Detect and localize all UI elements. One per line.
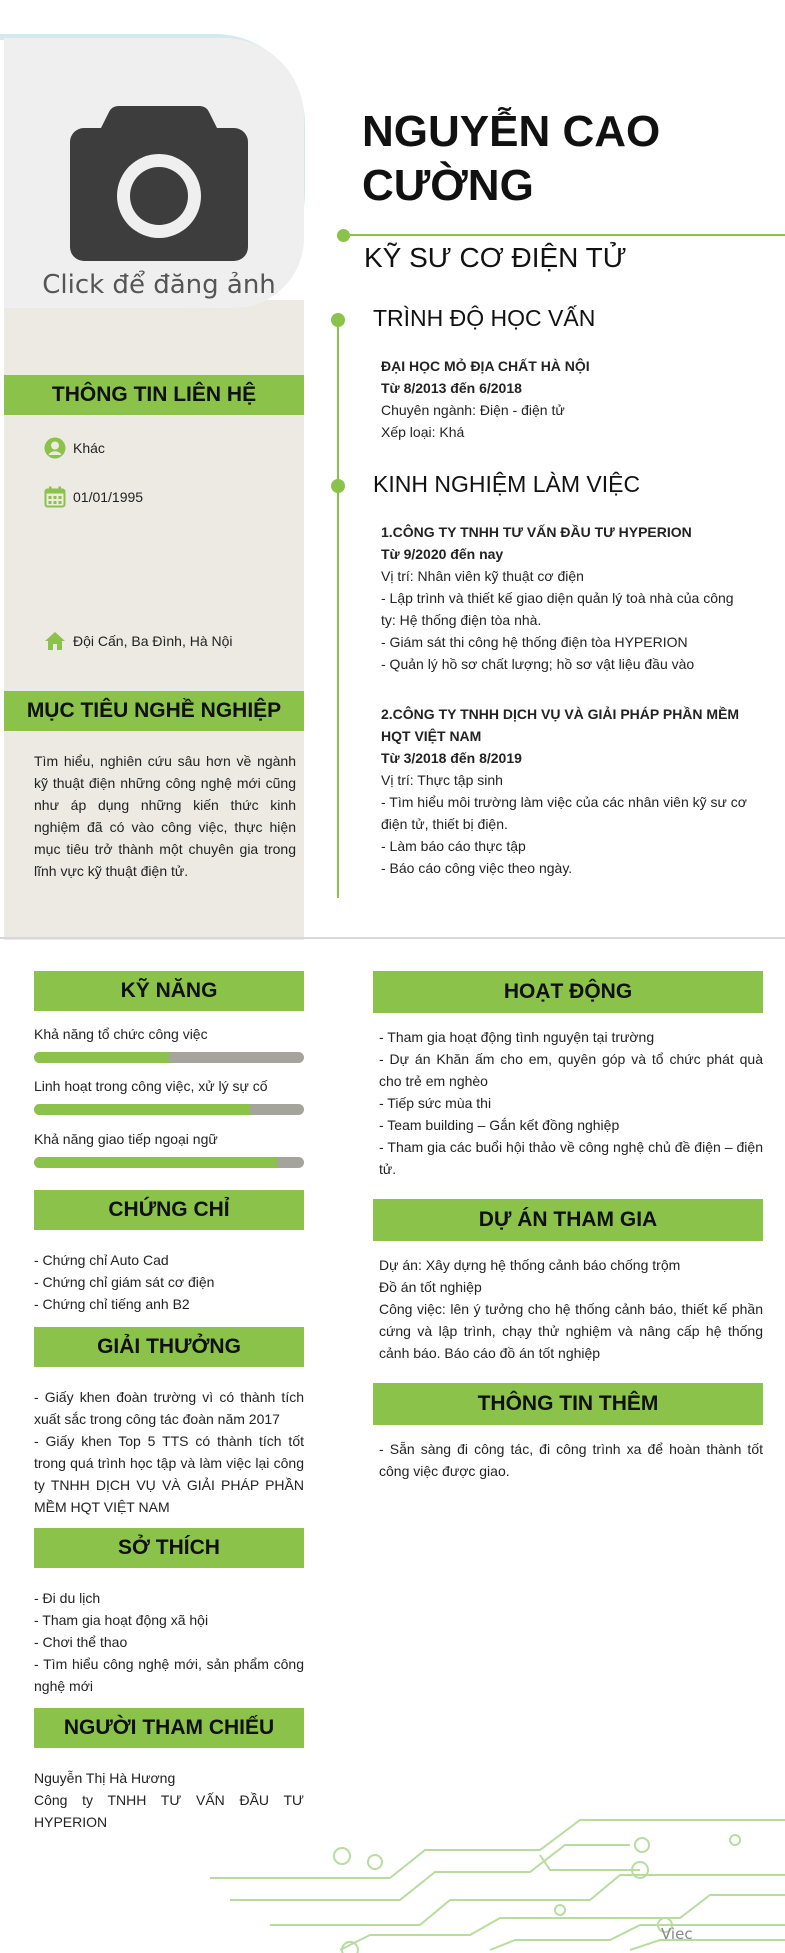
page-divider (0, 937, 785, 939)
job-task: - Tìm hiểu môi trường làm việc của các nhân viên kỹ sư cơ điện tử, thiết bị điện. (381, 794, 747, 832)
job-task: - Báo cáo công việc theo ngày. (381, 860, 573, 876)
job-company: 1.CÔNG TY TNHH TƯ VẤN ĐẦU TƯ HYPERION (381, 524, 692, 540)
experience-job-2 (381, 703, 751, 879)
projects-title: DỰ ÁN THAM GIA (373, 1199, 763, 1241)
certificate-item: - Chứng chỉ giám sát cơ điện (34, 1274, 215, 1290)
home-icon (44, 630, 66, 652)
activity-item: - Team building – Gắn kết đồng nghiệp (379, 1117, 620, 1133)
activity-item: - Dự án Khăn ấm cho em, quyên góp và tổ chức phát quà cho trẻ em nghèo (379, 1051, 763, 1089)
job-title: KỸ SƯ CƠ ĐIỆN TỬ (364, 242, 627, 273)
job-task: - Giám sát thi công hệ thống điện tòa HYPERION (381, 634, 688, 650)
certificates-list (34, 1249, 304, 1315)
title-dot (337, 229, 350, 242)
title-divider (350, 234, 785, 236)
activity-item: - Tham gia hoạt động tình nguyện tại trường (379, 1029, 655, 1045)
certificates-title: CHỨNG CHỈ (34, 1190, 304, 1230)
activity-item: - Tiếp sức mùa thi (379, 1095, 492, 1111)
job-position: Vị trí: Nhân viên kỹ thuật cơ điện (381, 568, 584, 584)
circuit-decoration (210, 1800, 785, 1953)
skill-label: Khả năng tổ chức công việc (34, 1026, 208, 1042)
skills-title: KỸ NĂNG (34, 971, 304, 1011)
contact-gender (44, 437, 105, 459)
contact-title: THÔNG TIN LIÊN HỆ (4, 375, 304, 415)
references-title: NGƯỜI THAM CHIẾU (34, 1708, 304, 1748)
education-school: ĐẠI HỌC MỎ ĐỊA CHẤT HÀ NỘI (381, 358, 590, 374)
gender-value: Khác (73, 440, 105, 456)
skill-bar (34, 1104, 304, 1115)
education-major: Chuyên ngành: Điện - điện tử (381, 402, 565, 418)
education-entry (381, 355, 751, 443)
certificate-item: - Chứng chỉ Auto Cad (34, 1252, 169, 1268)
project-item: Đồ án tốt nghiệp (379, 1279, 482, 1295)
calendar-icon (44, 486, 66, 508)
hobbies-title: SỞ THÍCH (34, 1528, 304, 1568)
address-value: Đội Cấn, Ba Đình, Hà Nội (73, 633, 233, 649)
job-task: - Làm báo cáo thực tập (381, 838, 526, 854)
certificate-item: - Chứng chỉ tiếng anh B2 (34, 1296, 190, 1312)
award-item: - Giấy khen Top 5 TTS có thành tích tốt trong quá trình học tập và làm việc lại công ty TNHH DỊCH VỤ VÀ GIẢI PHÁP PHẦN MỀM HQT VIỆT NAM (34, 1433, 304, 1515)
birthday-value: 01/01/1995 (73, 489, 144, 505)
projects-list (379, 1254, 763, 1364)
job-period: Từ 9/2020 đến nay (381, 546, 504, 562)
education-period: Từ 8/2013 đến 6/2018 (381, 380, 522, 396)
skill-bar-fill (34, 1104, 250, 1115)
contact-birthday (44, 486, 143, 508)
job-company: 2.CÔNG TY TNHH DỊCH VỤ VÀ GIẢI PHÁP PHẦN MỀM HQT VIỆT NAM (381, 706, 740, 744)
hobby-item: - Tìm hiểu công nghệ mới, sản phẩm công nghệ mới (34, 1656, 304, 1694)
award-item: - Giấy khen đoàn trường vì có thành tích xuất sắc trong công tác đoàn năm 2017 (34, 1389, 304, 1427)
education-title: TRÌNH ĐỘ HỌC VẤN (373, 305, 596, 331)
skill-bar (34, 1052, 304, 1063)
activity-item: - Tham gia các buổi hội thảo về công nghệ chủ đề điện – điện tử. (379, 1139, 763, 1177)
skill-bar-fill (34, 1157, 277, 1168)
project-item: Công việc: lên ý tưởng cho hệ thống cảnh báo, thiết kế phần cứng và lập trình, chạy thử nghiệm và nâng cấp hệ thống cảnh báo. Báo cáo đồ án tốt nghiệp (379, 1301, 763, 1361)
education-dot (331, 313, 345, 327)
watermark: Viec (661, 1925, 693, 1943)
objective-text: Tìm hiểu, nghiên cứu sâu hơn về ngành kỹ thuật điện những công nghệ mới cũng như áp dụng những kiến thức kinh nghiệm đã có vào công việc, thực hiện mục tiêu trở thành một chuyên gia trong lĩnh vực kỹ thuật điện tử. (34, 753, 296, 879)
camera-icon (70, 106, 248, 261)
job-period: Từ 3/2018 đến 8/2019 (381, 750, 522, 766)
skill-label: Linh hoạt trong công việc, xử lý sự cố (34, 1078, 268, 1094)
objective-title: MỤC TIÊU NGHỀ NGHIỆP (4, 691, 304, 731)
awards-title: GIẢI THƯỞNG (34, 1327, 304, 1367)
job-position: Vị trí: Thực tập sinh (381, 772, 503, 788)
education-rank: Xếp loại: Khá (381, 424, 465, 440)
hobbies-list (34, 1587, 304, 1697)
extra-text: - Sẵn sàng đi công tác, đi công trình xa để hoàn thành tốt công việc được giao. (379, 1441, 763, 1479)
hobby-item: - Chơi thể thao (34, 1634, 128, 1650)
reference-company: Công ty TNHH TƯ VẤN ĐẦU TƯ HYPERION (34, 1792, 304, 1830)
hobby-item: - Tham gia hoạt động xã hội (34, 1612, 209, 1628)
experience-job-1 (381, 521, 751, 675)
activities-list (379, 1026, 763, 1180)
hobby-item: - Đi du lịch (34, 1590, 101, 1606)
photo-upload[interactable] (4, 38, 304, 308)
awards-list (34, 1386, 304, 1518)
candidate-name: NGUYỄN CAO CƯỜNG (362, 107, 661, 210)
timeline-line (337, 320, 339, 898)
project-item: Dự án: Xây dựng hệ thống cảnh báo chống trộm (379, 1257, 681, 1273)
skill-bar (34, 1157, 304, 1168)
job-task: - Quản lý hồ sơ chất lượng; hồ sơ vật liệu đầu vào (381, 656, 695, 672)
reference-name: Nguyễn Thị Hà Hương (34, 1770, 176, 1786)
contact-address (44, 630, 233, 652)
job-task: - Lập trình và thiết kế giao diện quản lý toà nhà của công ty: Hệ thống điện tòa nhà. (381, 590, 734, 628)
skill-label: Khả năng giao tiếp ngoại ngữ (34, 1131, 218, 1147)
experience-title: KINH NGHIỆM LÀM VIỆC (373, 471, 641, 497)
user-icon (44, 437, 66, 459)
extra-title: THÔNG TIN THÊM (373, 1383, 763, 1425)
skill-bar-fill (34, 1052, 169, 1063)
activities-title: HOẠT ĐỘNG (373, 971, 763, 1013)
experience-dot (331, 479, 345, 493)
photo-upload-label: Click để đăng ảnh (42, 270, 276, 300)
